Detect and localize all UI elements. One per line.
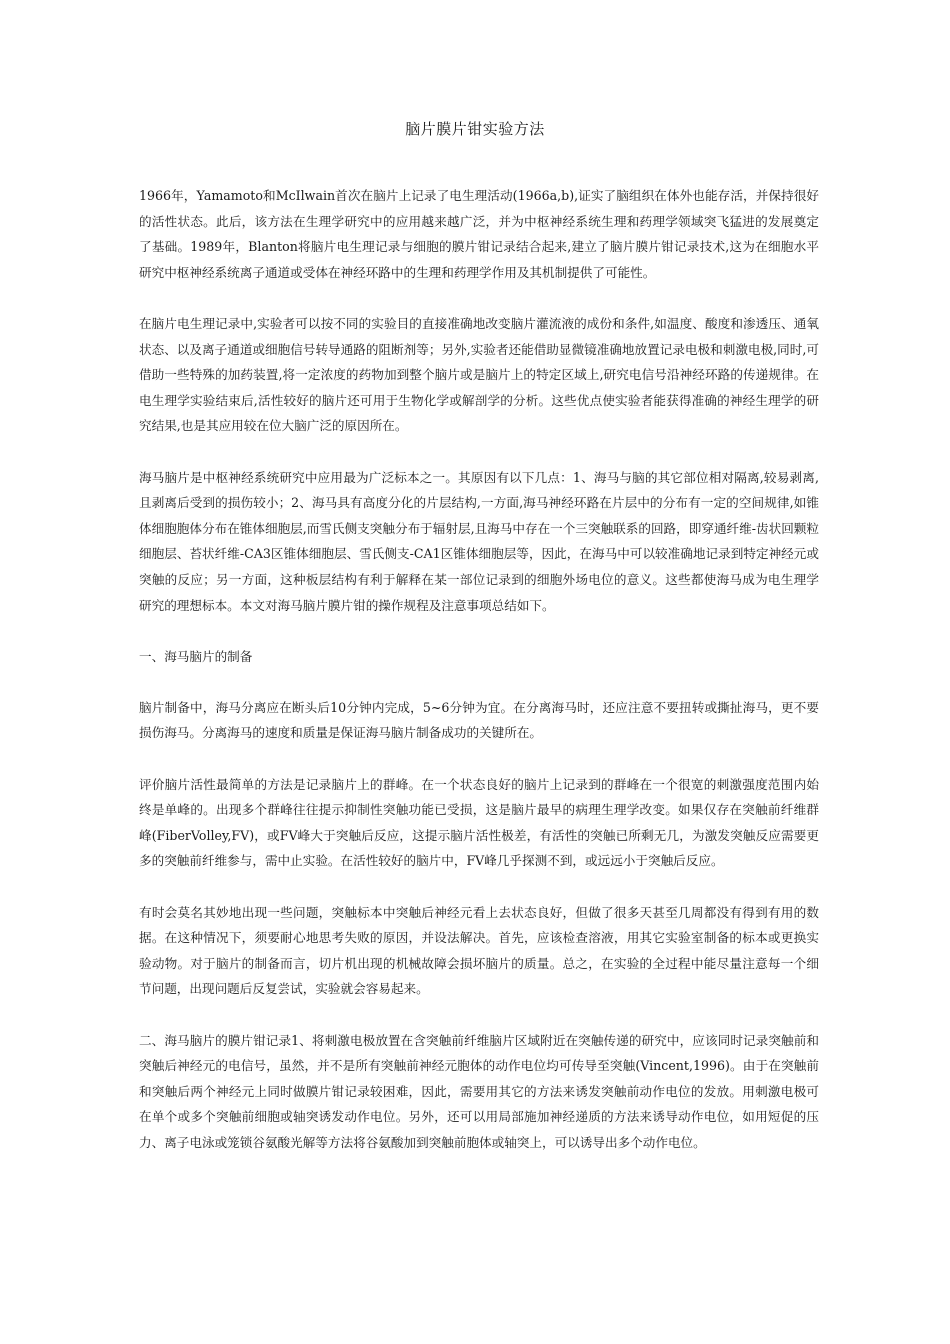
section1-paragraph-2: 评价脑片活性最简单的方法是记录脑片上的群峰。在一个状态良好的脑片上记录到的群峰在一个很宽的刺激强度范围内始终是单峰的。出现多个群峰往往提示抑制性突触功能已受损，这是脑片最早的病理生理学改变。如果仅存在突触前纤维群峰(FiberVolley,FV)，或FV峰大于突触后反应，这提示脑片活性极差，有活性的突触已所剩无几，为激发突触反应需要更多的突触前纤维参与，需中止实验。在活性较好的脑片中，FV峰几乎探测不到，或远远小于突触后反应。 <box>139 776 819 869</box>
section-heading-1: 一、海马脑片的制备 <box>139 648 253 664</box>
document-title: 脑片膜片钳实验方法 <box>405 120 545 138</box>
section2-paragraph-1: 二、海马脑片的膜片钳记录1、将刺激电极放置在含突触前纤维脑片区域附近在突触传递的研究中，应该同时记录突触前和突触后神经元的电信号，虽然，并不是所有突触前神经元胞体的动作电位均可传导至突触(Vincent,1996)。由于在突触前和突触后两个神经元上同时做膜片钳记录较困难，因此，需要用其它的方法来诱发突触前动作电位的发放。用刺激电极可在单个或多个突触前细胞或轴突诱发动作电位。另外，还可以用局部施加神经递质的方法来诱导动作电位，如用短促的压力、离子电泳或笼锁谷氨酸光解等方法将谷氨酸加到突触前胞体或轴突上，可以诱导出多个动作电位。 <box>139 1032 819 1150</box>
intro-paragraph-3: 海马脑片是中枢神经系统研究中应用最为广泛标本之一。其原因有以下几点：1、海马与脑的其它部位相对隔离,较易剥离,且剥离后受到的损伤较小；2、海马具有高度分化的片层结构,一方面,海马神经环路在片层中的分布有一定的空间规律,如锥体细胞胞体分布在锥体细胞层,而雪氏侧支突触分布于辐射层,且海马中存在一个三突触联系的回路，即穿通纤维-齿状回颗粒细胞层、苔状纤维-CA3区锥体细胞层、雪氏侧支-CA1区锥体细胞层等，因此，在海马中可以较准确地记录到特定神经元或突触的反应；另一方面，这种板层结构有利于解释在某一部位记录到的细胞外场电位的意义。这些都使海马成为电生理学研究的理想标本。本文对海马脑片膜片钳的操作规程及注意事项总结如下。 <box>139 469 819 613</box>
section1-paragraph-1: 脑片制备中，海马分离应在断头后10分钟内完成，5~6分钟为宜。在分离海马时，还应注意不要扭转或撕扯海马，更不要损伤海马。分离海马的速度和质量是保证海马脑片制备成功的关键所在。 <box>139 699 819 741</box>
section1-paragraph-3: 有时会莫名其妙地出现一些问题，突触标本中突触后神经元看上去状态良好，但做了很多天甚至几周都没有得到有用的数据。在这种情况下，须要耐心地思考失败的原因，并设法解决。首先，应该检查溶液，用其它实验室制备的标本或更换实验动物。对于脑片的制备而言，切片机出现的机械故障会损坏脑片的质量。总之，在实验的全过程中能尽量注意每一个细节问题，出现问题后反复尝试，实验就会容易起来。 <box>139 904 819 997</box>
intro-paragraph-1: 1966年，Yamamoto和McIlwain首次在脑片上记录了电生理活动(1966a,b),证实了脑组织在体外也能存活，并保持很好的活性状态。此后，该方法在生理学研究中的应用越来越广泛，并为中枢神经系统生理和药理学领域突飞猛进的发展奠定了基础。1989年，Blanton将脑片电生理记录与细胞的膜片钳记录结合起来,建立了脑片膜片钳记录技术,这为在细胞水平研究中枢神经系统离子通道或受体在神经环路中的生理和药理学作用及其机制提供了可能性。 <box>139 188 819 280</box>
intro-paragraph-2: 在脑片电生理记录中,实验者可以按不同的实验目的直接准确地改变脑片灌流液的成份和条件,如温度、酸度和渗透压、通氧状态、以及离子通道或细胞信号转导通路的阻断剂等；另外,实验者还能借助显微镜准确地放置记录电极和刺激电极,同时,可借助一些特殊的加药装置,将一定浓度的药物加到整个脑片或是脑片上的特定区域上,研究电信号沿神经环路的传递规律。在电生理学实验结束后,活性较好的脑片还可用于生物化学或解剖学的分析。这些优点使实验者能获得准确的神经生理学的研究结果,也是其应用较在位大脑广泛的原因所在。 <box>139 315 819 434</box>
document-body <box>139 183 819 1181</box>
